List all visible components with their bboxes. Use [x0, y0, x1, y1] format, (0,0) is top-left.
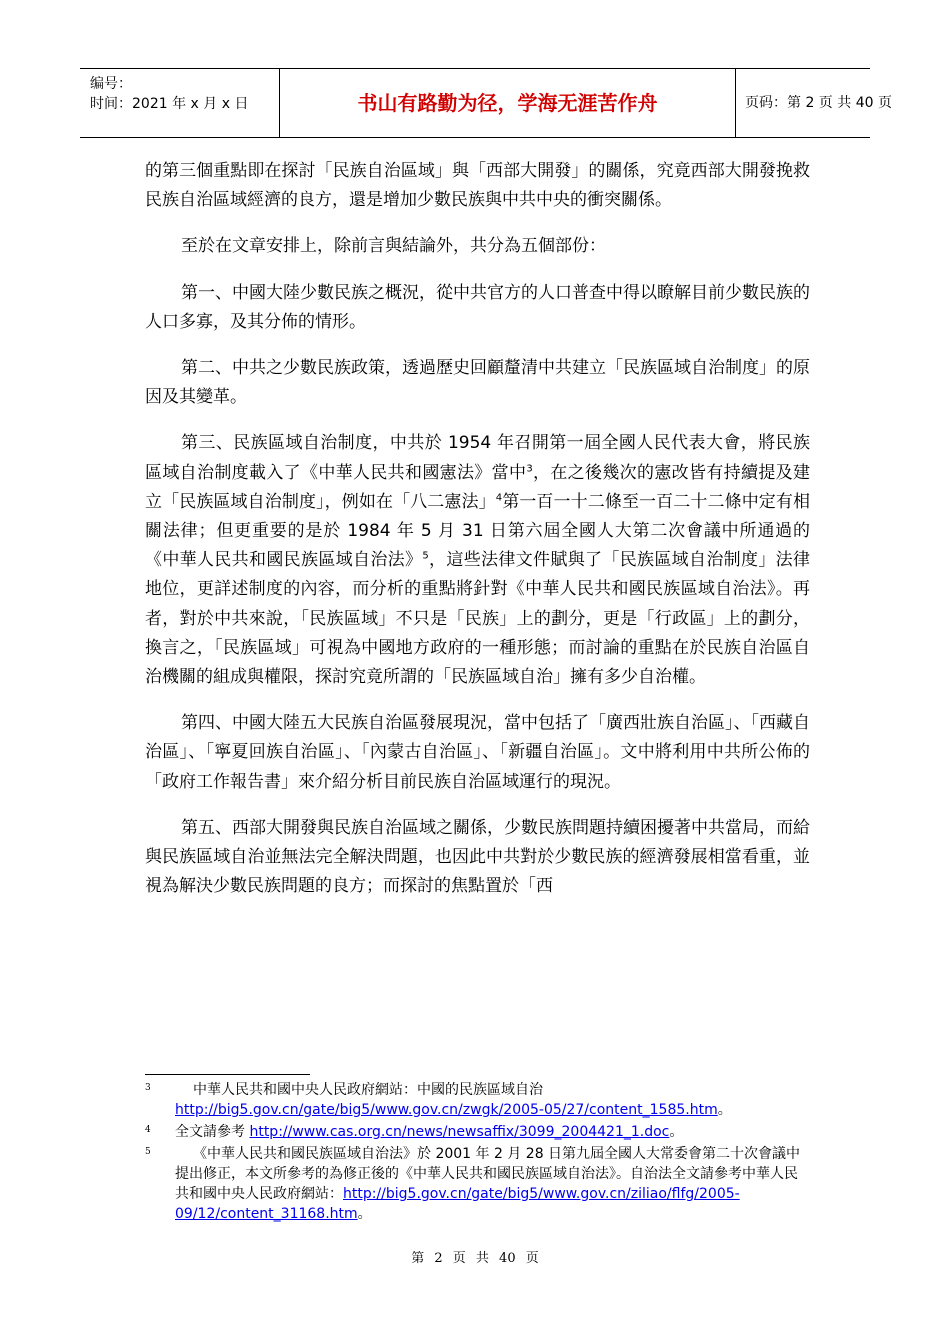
footnote-3 [145, 1080, 810, 1120]
header-time-label: 时间：2021 年 x 月 x 日 [90, 96, 249, 112]
paragraph: 第五、西部大開發與民族自治區域之關係，少數民族問題持續困擾著中共當局，而給與民族區域自治並無法完全解決問題，也因此中共對於少數民族的經濟發展相當看重，並視為解決少數民族問題的良方；而探討的焦點置於「西 [145, 817, 810, 897]
footnote-link[interactable]: http://big5.gov.cn/gate/big5/www.gov.cn/zwgk/2005-05/27/content_1585.htm [175, 1102, 718, 1118]
header-motto: 书山有路勤为径，学海无涯苦作舟 [280, 69, 736, 137]
footnote-text: 全文請參考 [175, 1124, 245, 1140]
header-number-label: 编号： [90, 76, 132, 92]
paragraph-three [145, 429, 810, 692]
footnote-number: 5 [145, 1147, 151, 1157]
body-text [145, 157, 810, 918]
footnote-end: 。 [357, 1206, 372, 1222]
header-meta [80, 69, 280, 137]
paragraph: 的第三個重點即在探討「民族自治區域」與「西部大開發」的關係，究竟西部大開發挽救民族自治區域經濟的良方，還是增加少數民族與中共中央的衝突關係。 [145, 161, 810, 211]
para3-text-a: 第三、民族區域自治制度，中共於 1954 年召開第一屆全國人民代表大會，將民族區域自治制度載入了《中華人民共和國憲法》當中 [145, 433, 810, 483]
footnote-link[interactable]: http://www.cas.org.cn/news/newsaffix/3099_2004421_1.doc [249, 1124, 670, 1140]
footnote-5 [145, 1144, 810, 1224]
footnote-text: 中華人民共和國中央人民政府網站：中國的民族區域自治 [193, 1082, 543, 1098]
para3-text-d: ，這些法律文件賦與了「民族區域自治制度」法律地位，更詳述制度的內容，而分析的重點將針對《中華人民共和國民族區域自治法》。再者，對於中共來說，「民族區域」不只是「民族」上的劃分，更是「行政區」上的劃分，換言之，「民族區域」可視為中國地方政府的一種形態；而討論的重點在於民族自治區自治機關的組成與權限，探討究竟所謂的「民族區域自治」擁有多少自治權。 [145, 550, 811, 688]
header-page-label: 页码：第 2 页 共 40 页 [745, 95, 892, 111]
footnote-separator [145, 1074, 310, 1075]
footnote-end: 。 [717, 1102, 732, 1118]
page-footer: 第 2 页 共 40 页 [411, 1251, 539, 1266]
footnote-ref-5[interactable]: 5 [422, 550, 429, 562]
page-header [80, 68, 892, 138]
para3-text-c: 第一百一十二條至一百二十二條中定有相關法律；但更重要的是於 1984 年 5 月 31 日第六屆全國人大第二次會議中所通過的《中華人民共和國民族區域自治法》 [145, 491, 811, 571]
footnote-end: 。 [669, 1124, 684, 1140]
paragraph: 第二、中共之少數民族政策，透過歷史回顧釐清中共建立「民族區域自治制度」的原因及其變革。 [145, 358, 810, 408]
footnotes [145, 1080, 810, 1226]
paragraph: 第一、中國大陸少數民族之概況，從中共官方的人口普查中得以瞭解目前少數民族的人口多寡，及其分佈的情形。 [145, 282, 810, 332]
footnote-number: 4 [145, 1125, 151, 1135]
footnote-ref-4[interactable]: 4 [495, 492, 503, 504]
paragraph: 至於在文章安排上，除前言與結論外，共分為五個部份： [181, 236, 606, 257]
footnote-number: 3 [145, 1083, 151, 1093]
footnote-4 [145, 1122, 810, 1142]
footnote-ref-3[interactable]: 3 [526, 462, 533, 474]
footnote-link[interactable]: http://big5.gov.cn/gate/big5/www.gov.cn/ziliao/flfg/2005-09/12/content_31168.htm [175, 1186, 740, 1222]
para3-text-b: ，在之後幾次的憲改皆有持續提及建立「民族區域自治制度」，例如在「八二憲法」 [145, 462, 811, 512]
footnote-text: 《中華人民共和國民族區域自治法》於 2001 年 2 月 28 日第九屆全國人大常委會第二十次會議中提出修正，本文所參考的為修正後的《中華人民共和國民族區域自治法》。自治法全文請參考中華人民共和國中央人民政府網站： [175, 1146, 801, 1202]
paragraph: 第四、中國大陸五大民族自治區發展現況，當中包括了「廣西壯族自治區」、「西藏自治區」、「寧夏回族自治區」、「內蒙古自治區」、「新疆自治區」。文中將利用中共所公佈的「政府工作報告書」來介紹分析目前民族自治區域運行的現況。 [145, 713, 810, 792]
